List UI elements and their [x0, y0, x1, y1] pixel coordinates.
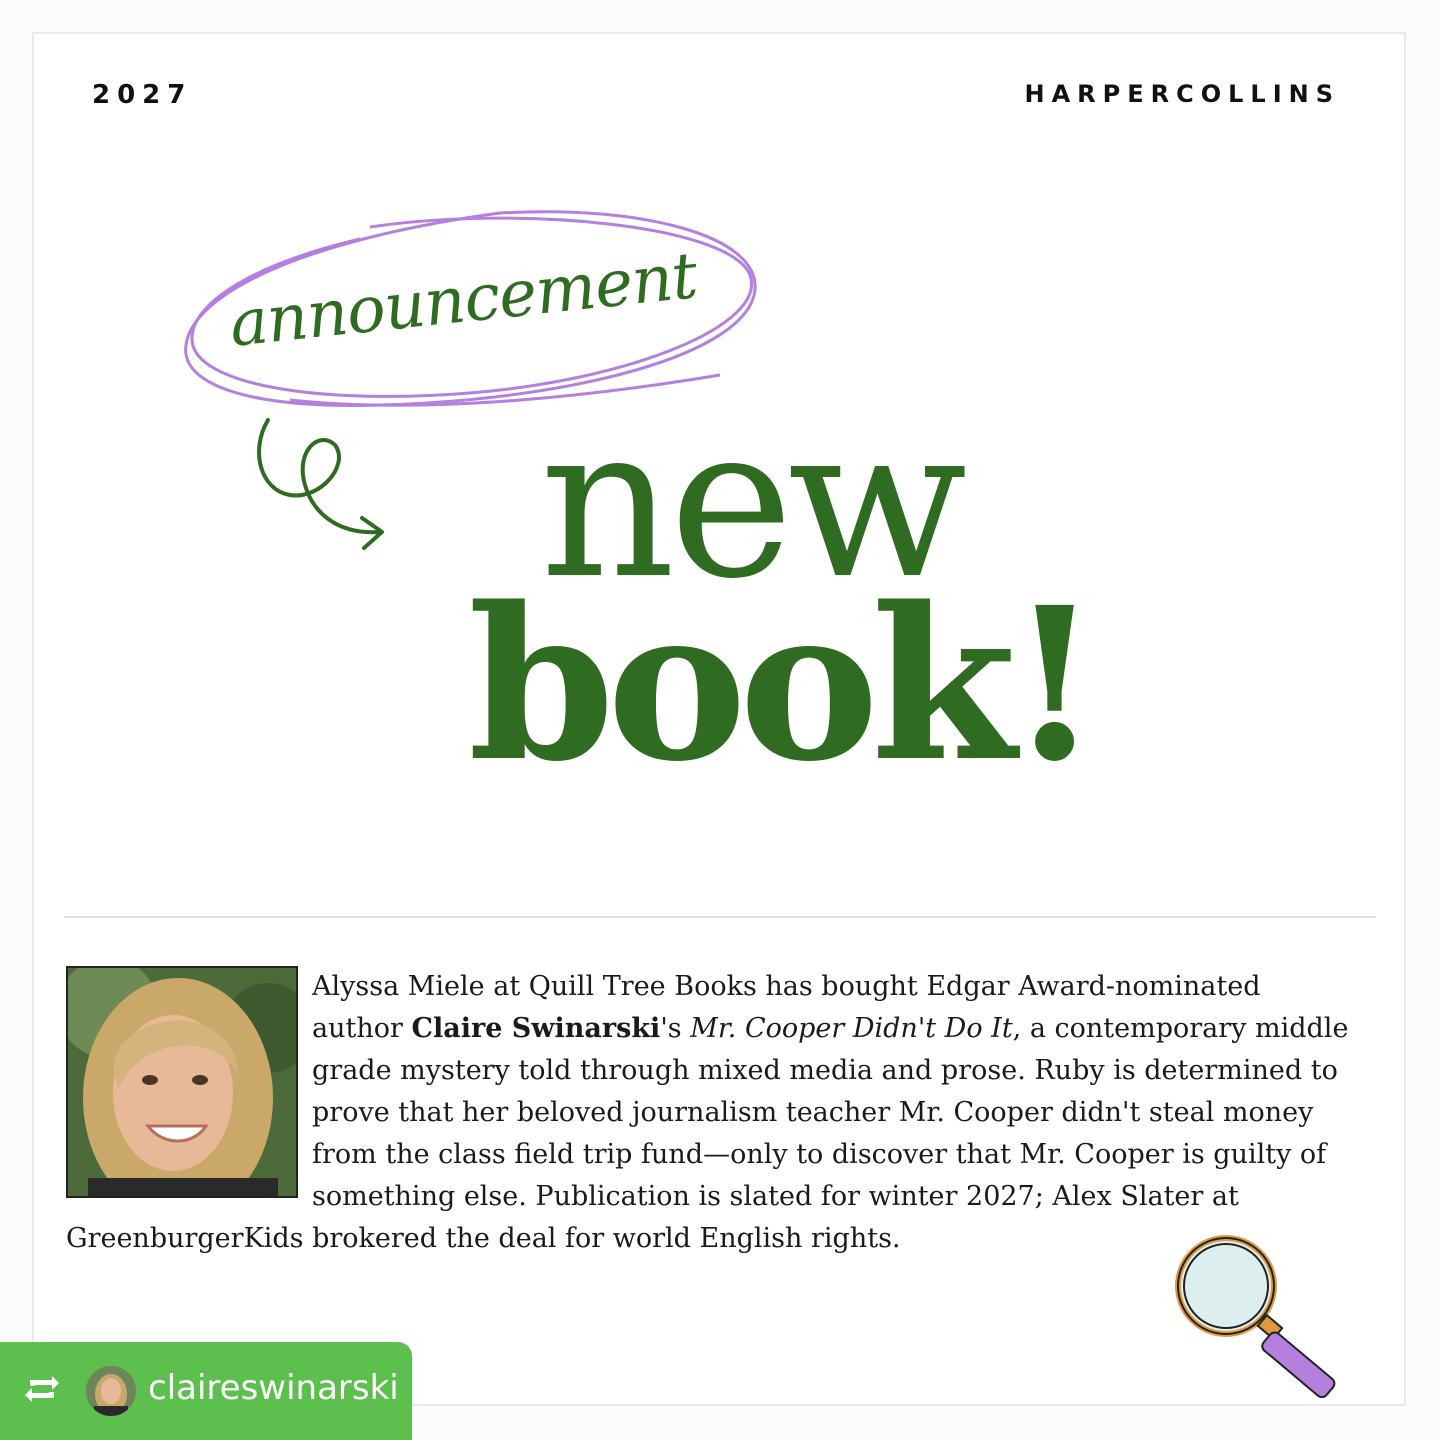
announcement-script-word: announcement: [226, 239, 701, 362]
blurb-possessive: 's: [660, 1013, 691, 1044]
magnifying-glass-icon: [1170, 1232, 1360, 1402]
divider: [64, 916, 1376, 918]
repost-bar[interactable]: [0, 1342, 412, 1440]
avatar[interactable]: [86, 1366, 136, 1416]
book-title: Mr. Cooper Didn't Do It: [690, 1013, 1013, 1044]
year-label: 2027: [92, 80, 193, 110]
repost-username[interactable]: claireswinarski: [148, 1368, 399, 1408]
blurb-text-1: Alyssa Miele at Quill Tree Books has bought Edgar Award-nominated author: [312, 971, 1261, 1044]
headline-new: new: [540, 380, 962, 625]
publisher-label: HARPERCOLLINS: [1024, 80, 1340, 108]
blurb-text-2: , a contemporary middle grade mystery told through mixed media and prose. Ruby is determined to prove that her beloved journalism teacher Mr. Cooper didn't steal money from the class field trip fund—only to discover that Mr. Cooper is guilty of something else. Publication is slated for winter 2027; Alex Slater at GreenburgerKids brokered the deal for world English rights.: [66, 1013, 1349, 1254]
curly-arrow-icon: [240, 410, 400, 570]
photo-spacer: [66, 966, 312, 1218]
author-name: Claire Swinarski: [411, 1013, 661, 1044]
repost-icon[interactable]: [22, 1372, 62, 1406]
headline-book: book!: [468, 561, 1093, 808]
announcement-blurb: [66, 966, 1356, 1260]
